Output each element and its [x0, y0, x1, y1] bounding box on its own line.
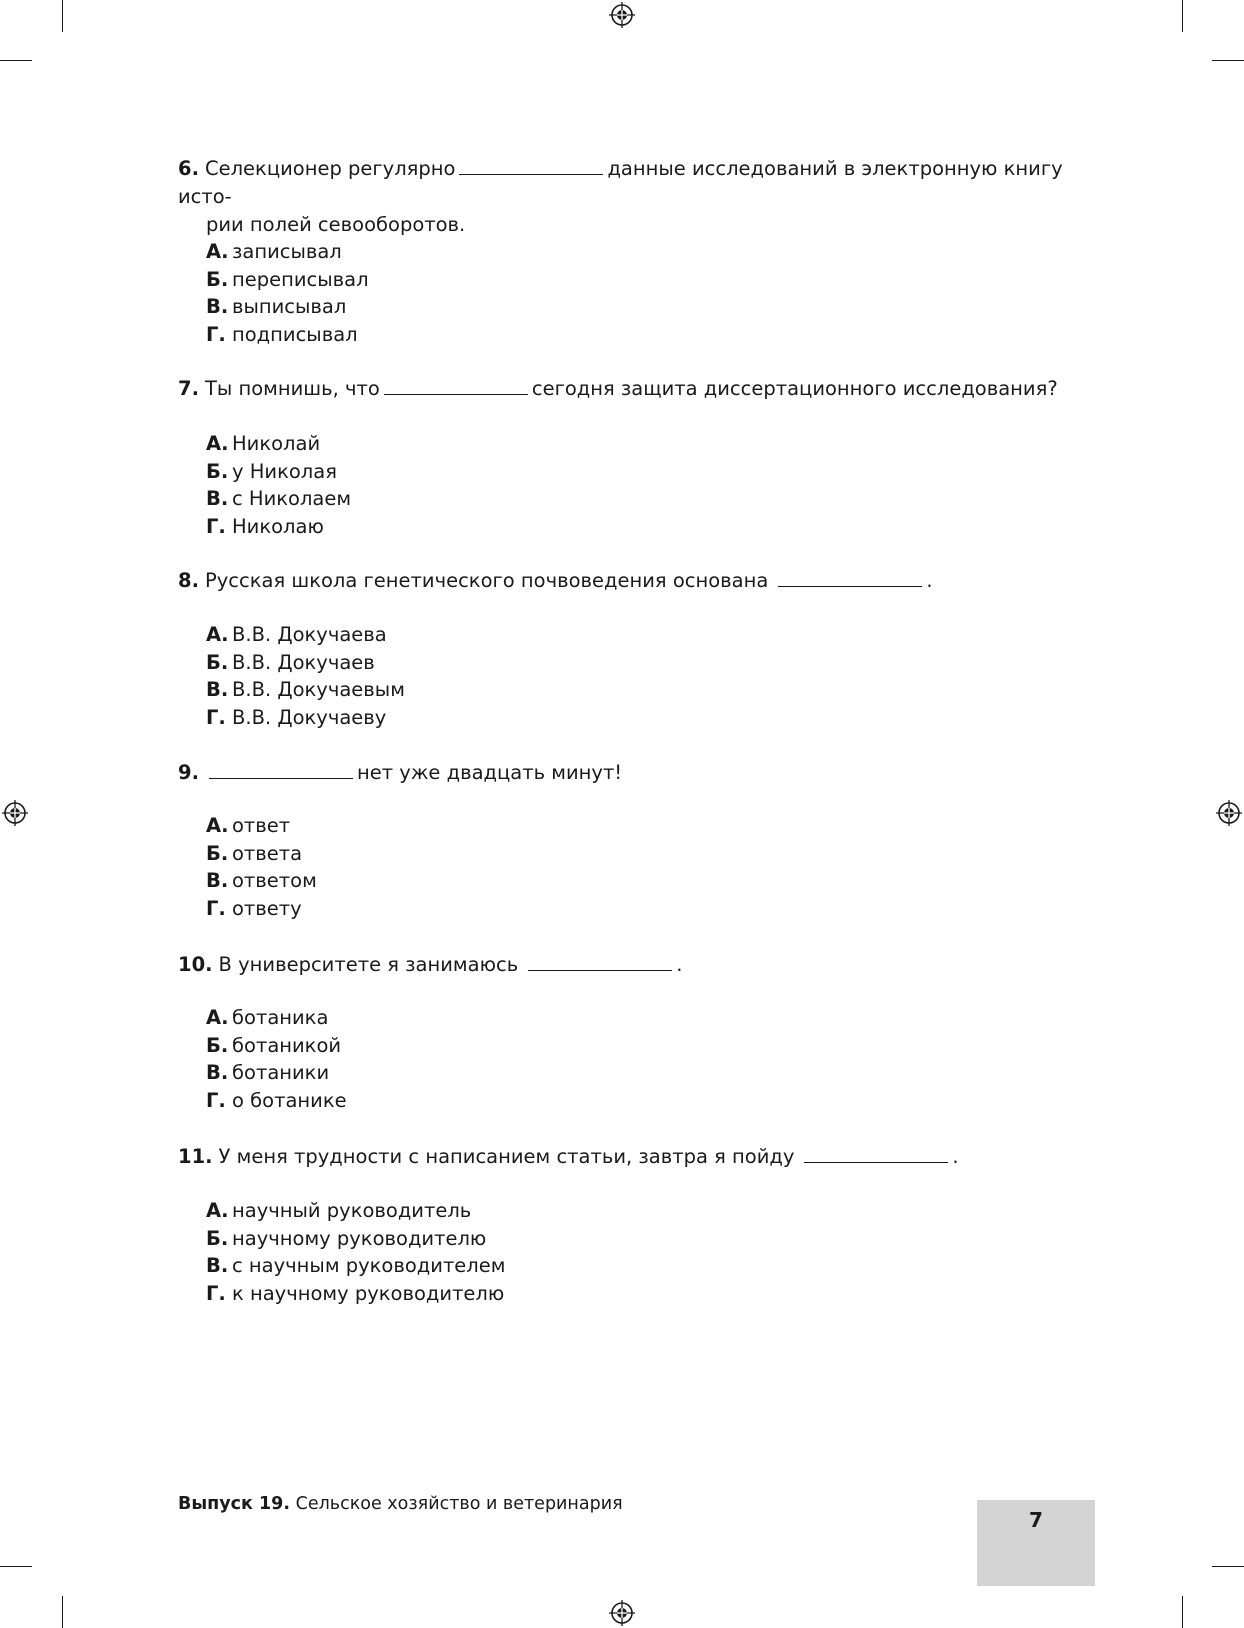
- option-letter: В.: [206, 869, 229, 892]
- answer-blank[interactable]: [804, 1142, 948, 1163]
- option-b[interactable]: [206, 266, 369, 294]
- answer-blank[interactable]: [459, 154, 603, 175]
- option-text: у Николая: [232, 459, 337, 483]
- question-6: [178, 154, 1098, 239]
- option-text: ботаникой: [232, 1033, 342, 1057]
- question-number: 8.: [178, 569, 199, 592]
- option-letter: Г.: [206, 896, 226, 920]
- option-letter: А.: [206, 432, 229, 455]
- option-text: выписывал: [232, 295, 347, 318]
- option-text: ответу: [232, 896, 302, 920]
- option-text: записывал: [232, 240, 342, 263]
- answer-blank[interactable]: [528, 950, 672, 971]
- page-number-box: [977, 1500, 1095, 1586]
- option-text: с Николаем: [232, 487, 352, 510]
- issue-title: Сельское хозяйство и ветеринария: [295, 1494, 623, 1514]
- page-number: 7: [1029, 1508, 1043, 1532]
- crop-mark: [1212, 1566, 1244, 1567]
- option-text: о ботанике: [232, 1088, 347, 1112]
- options-8: [206, 621, 405, 731]
- question-text-after: .: [676, 953, 683, 976]
- option-text: В.В. Докучаев: [232, 650, 375, 674]
- option-letter: Г.: [206, 322, 226, 346]
- option-letter: Б.: [206, 459, 229, 483]
- registration-mark-icon: [2, 800, 28, 826]
- option-a[interactable]: [206, 1004, 347, 1032]
- option-v[interactable]: [206, 1252, 505, 1280]
- option-letter: В.: [206, 678, 229, 701]
- option-letter: А.: [206, 1199, 229, 1222]
- crop-mark: [1212, 60, 1244, 61]
- option-g[interactable]: [206, 513, 351, 541]
- option-a[interactable]: [206, 238, 369, 266]
- option-a[interactable]: [206, 430, 351, 458]
- option-v[interactable]: [206, 676, 405, 704]
- option-text: В.В. Докучаева: [232, 623, 387, 646]
- crop-mark: [1182, 0, 1183, 32]
- option-letter: Б.: [206, 1226, 229, 1250]
- option-g[interactable]: [206, 1087, 347, 1115]
- option-b[interactable]: [206, 840, 317, 868]
- option-letter: В.: [206, 487, 229, 510]
- page-footer: [178, 1494, 623, 1514]
- crop-mark: [0, 1566, 32, 1567]
- option-letter: Г.: [206, 1088, 226, 1112]
- options-11: [206, 1197, 505, 1307]
- option-text: ответ: [232, 814, 291, 837]
- option-letter: Б.: [206, 267, 229, 291]
- question-7: [178, 374, 1098, 403]
- question-number: 7.: [178, 377, 199, 400]
- option-letter: Г.: [206, 1281, 226, 1305]
- question-text-continuation: рии полей севооборотов.: [206, 213, 466, 236]
- option-letter: А.: [206, 240, 229, 263]
- option-letter: Б.: [206, 841, 229, 865]
- crop-mark: [1182, 1596, 1183, 1628]
- option-g[interactable]: [206, 704, 405, 732]
- question-text-before: Селекционер регулярно: [204, 157, 456, 180]
- options-6: [206, 238, 369, 348]
- option-text: ботаники: [232, 1061, 330, 1084]
- option-v[interactable]: [206, 293, 369, 321]
- option-b[interactable]: [206, 649, 405, 677]
- issue-number: Выпуск 19.: [178, 1494, 291, 1514]
- option-letter: А.: [206, 1006, 229, 1029]
- answer-blank[interactable]: [209, 758, 353, 779]
- question-11: [178, 1142, 1098, 1171]
- options-7: [206, 430, 351, 540]
- option-text: Николай: [232, 432, 321, 455]
- option-b[interactable]: [206, 458, 351, 486]
- crop-mark: [62, 1596, 63, 1628]
- question-number: 10.: [178, 953, 213, 976]
- answer-blank[interactable]: [778, 566, 922, 587]
- question-text-before: В университете я занимаюсь: [218, 953, 519, 976]
- option-text: Николаю: [232, 514, 324, 538]
- options-9: [206, 812, 317, 922]
- option-letter: Б.: [206, 1033, 229, 1057]
- registration-mark-icon: [1216, 800, 1242, 826]
- question-text-after: сегодня защита диссертационного исследования?: [531, 377, 1058, 400]
- option-letter: В.: [206, 1254, 229, 1277]
- question-text-after: .: [952, 1145, 959, 1168]
- option-letter: В.: [206, 1061, 229, 1084]
- option-text: ответа: [232, 841, 303, 865]
- option-text: ботаника: [232, 1006, 329, 1029]
- registration-mark-icon: [609, 2, 635, 28]
- crop-mark: [0, 60, 32, 61]
- option-text: ответом: [232, 869, 317, 892]
- option-letter: А.: [206, 623, 229, 646]
- question-text-before: Русская школа генетического почвоведения основана: [204, 569, 769, 592]
- option-g[interactable]: [206, 895, 317, 923]
- option-v[interactable]: [206, 1059, 347, 1087]
- registration-mark-icon: [609, 1600, 635, 1626]
- option-b[interactable]: [206, 1225, 505, 1253]
- option-text: научный руководитель: [232, 1199, 472, 1222]
- option-text: переписывал: [232, 267, 369, 291]
- crop-mark: [62, 0, 63, 32]
- option-v[interactable]: [206, 485, 351, 513]
- question-9: [178, 758, 1098, 787]
- question-text-after: данные исследований в электронную книгу исто-: [178, 157, 1063, 208]
- question-text-before: Ты помнишь, что: [204, 377, 380, 400]
- option-letter: Г.: [206, 514, 226, 538]
- question-10: [178, 950, 1098, 979]
- option-letter: Г.: [206, 705, 226, 729]
- option-text: научному руководителю: [232, 1226, 487, 1250]
- question-text-after: .: [926, 569, 933, 592]
- question-number: 6.: [178, 157, 199, 180]
- option-text: подписывал: [232, 322, 358, 346]
- option-text: В.В. Докучаеву: [232, 705, 387, 729]
- option-b[interactable]: [206, 1032, 347, 1060]
- option-a[interactable]: [206, 812, 317, 840]
- question-number: 11.: [178, 1145, 213, 1168]
- option-v[interactable]: [206, 867, 317, 895]
- question-text-after: нет уже двадцать минут!: [356, 761, 623, 784]
- option-letter: В.: [206, 295, 229, 318]
- option-a[interactable]: [206, 1197, 505, 1225]
- option-g[interactable]: [206, 321, 369, 349]
- answer-blank[interactable]: [384, 374, 528, 395]
- option-a[interactable]: [206, 621, 405, 649]
- question-8: [178, 566, 1098, 595]
- option-letter: А.: [206, 814, 229, 837]
- question-text-before: У меня трудности с написанием статьи, завтра я пойду: [218, 1145, 795, 1168]
- option-letter: Б.: [206, 650, 229, 674]
- option-text: к научному руководителю: [232, 1281, 505, 1305]
- option-g[interactable]: [206, 1280, 505, 1308]
- options-10: [206, 1004, 347, 1114]
- option-text: В.В. Докучаевым: [232, 678, 405, 701]
- option-text: с научным руководителем: [232, 1254, 506, 1277]
- question-number: 9.: [178, 761, 199, 784]
